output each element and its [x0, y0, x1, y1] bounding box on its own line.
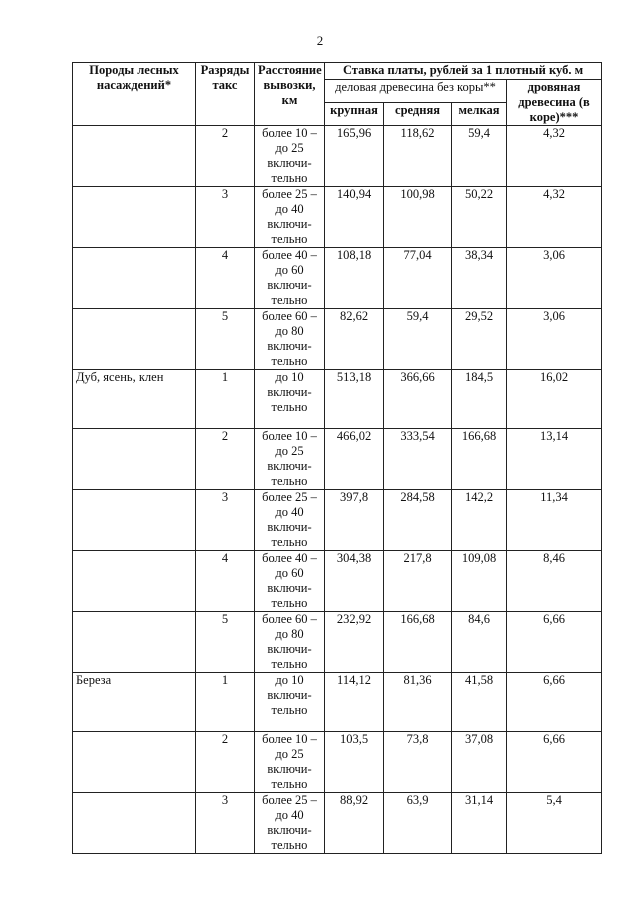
distance-cell: более 25 – до 40 включи-тельно	[255, 490, 325, 551]
fuel-cell: 16,02	[507, 370, 602, 429]
table-row	[73, 732, 602, 793]
medium-cell: 81,36	[384, 673, 452, 732]
medium-cell: 166,68	[384, 612, 452, 673]
large-cell: 108,18	[325, 248, 384, 309]
header-small: мелкая	[452, 103, 507, 126]
grade-cell: 3	[196, 793, 255, 854]
fuel-cell: 13,14	[507, 429, 602, 490]
small-cell: 142,2	[452, 490, 507, 551]
header-grade: Разряды такс	[196, 63, 255, 126]
page-number: 2	[316, 33, 324, 48]
fuel-cell: 6,66	[507, 673, 602, 732]
species-cell	[73, 309, 196, 370]
grade-cell: 4	[196, 551, 255, 612]
distance-cell: более 25 – до 40 включи-тельно	[255, 187, 325, 248]
grade-cell: 3	[196, 187, 255, 248]
large-cell: 232,92	[325, 612, 384, 673]
medium-cell: 284,58	[384, 490, 452, 551]
distance-cell: более 10 – до 25 включи-тельно	[255, 732, 325, 793]
species-cell	[73, 490, 196, 551]
table-row	[73, 126, 602, 187]
table-row	[73, 187, 602, 248]
species-cell	[73, 429, 196, 490]
table-row	[73, 309, 602, 370]
species-cell	[73, 187, 196, 248]
fuel-cell: 6,66	[507, 732, 602, 793]
header-rate: Ставка платы, рублей за 1 плотный куб. м	[325, 63, 602, 80]
large-cell: 103,5	[325, 732, 384, 793]
header-species: Породы лесных насаждений*	[73, 63, 196, 126]
species-cell	[73, 126, 196, 187]
grade-cell: 1	[196, 370, 255, 429]
grade-cell: 3	[196, 490, 255, 551]
small-cell: 41,58	[452, 673, 507, 732]
large-cell: 466,02	[325, 429, 384, 490]
fuel-cell: 3,06	[507, 248, 602, 309]
species-cell: Дуб, ясень, клен	[73, 370, 196, 429]
table-row	[73, 793, 602, 854]
medium-cell: 118,62	[384, 126, 452, 187]
header-distance: Расстояние вывозки, км	[255, 63, 325, 126]
table-row	[73, 248, 602, 309]
distance-cell: до 10 включи-тельно	[255, 370, 325, 429]
distance-cell: более 10 – до 25 включи-тельно	[255, 126, 325, 187]
distance-cell: более 60 – до 80 включи-тельно	[255, 612, 325, 673]
grade-cell: 2	[196, 429, 255, 490]
header-business-wood: деловая древесина без коры**	[325, 80, 507, 103]
fuel-cell: 6,66	[507, 612, 602, 673]
small-cell: 59,4	[452, 126, 507, 187]
grade-cell: 1	[196, 673, 255, 732]
small-cell: 50,22	[452, 187, 507, 248]
table-row	[73, 673, 602, 732]
medium-cell: 63,9	[384, 793, 452, 854]
medium-cell: 73,8	[384, 732, 452, 793]
medium-cell: 366,66	[384, 370, 452, 429]
large-cell: 397,8	[325, 490, 384, 551]
small-cell: 166,68	[452, 429, 507, 490]
species-cell	[73, 551, 196, 612]
large-cell: 140,94	[325, 187, 384, 248]
distance-cell: до 10 включи-тельно	[255, 673, 325, 732]
small-cell: 184,5	[452, 370, 507, 429]
fuel-cell: 3,06	[507, 309, 602, 370]
large-cell: 513,18	[325, 370, 384, 429]
distance-cell: более 60 – до 80 включи-тельно	[255, 309, 325, 370]
species-cell	[73, 793, 196, 854]
distance-cell: более 40 – до 60 включи-тельно	[255, 551, 325, 612]
medium-cell: 100,98	[384, 187, 452, 248]
species-cell	[73, 248, 196, 309]
species-cell	[73, 612, 196, 673]
table-row	[73, 551, 602, 612]
small-cell: 109,08	[452, 551, 507, 612]
grade-cell: 4	[196, 248, 255, 309]
header-fuel-wood: дровяная древесина (в коре)***	[507, 80, 602, 126]
large-cell: 114,12	[325, 673, 384, 732]
species-cell	[73, 732, 196, 793]
distance-cell: более 25 – до 40 включи-тельно	[255, 793, 325, 854]
grade-cell: 5	[196, 612, 255, 673]
header-medium: средняя	[384, 103, 452, 126]
species-cell: Береза	[73, 673, 196, 732]
table-row	[73, 490, 602, 551]
small-cell: 37,08	[452, 732, 507, 793]
large-cell: 304,38	[325, 551, 384, 612]
medium-cell: 77,04	[384, 248, 452, 309]
fuel-cell: 11,34	[507, 490, 602, 551]
small-cell: 31,14	[452, 793, 507, 854]
small-cell: 29,52	[452, 309, 507, 370]
large-cell: 88,92	[325, 793, 384, 854]
distance-cell: более 10 – до 25 включи-тельно	[255, 429, 325, 490]
table-row	[73, 370, 602, 429]
grade-cell: 5	[196, 309, 255, 370]
medium-cell: 217,8	[384, 551, 452, 612]
rates-table	[72, 62, 602, 854]
fuel-cell: 8,46	[507, 551, 602, 612]
medium-cell: 59,4	[384, 309, 452, 370]
grade-cell: 2	[196, 126, 255, 187]
large-cell: 165,96	[325, 126, 384, 187]
distance-cell: более 40 – до 60 включи-тельно	[255, 248, 325, 309]
medium-cell: 333,54	[384, 429, 452, 490]
large-cell: 82,62	[325, 309, 384, 370]
fuel-cell: 4,32	[507, 187, 602, 248]
header-large: крупная	[325, 103, 384, 126]
table-row	[73, 429, 602, 490]
small-cell: 38,34	[452, 248, 507, 309]
fuel-cell: 4,32	[507, 126, 602, 187]
small-cell: 84,6	[452, 612, 507, 673]
table-row	[73, 612, 602, 673]
fuel-cell: 5,4	[507, 793, 602, 854]
grade-cell: 2	[196, 732, 255, 793]
